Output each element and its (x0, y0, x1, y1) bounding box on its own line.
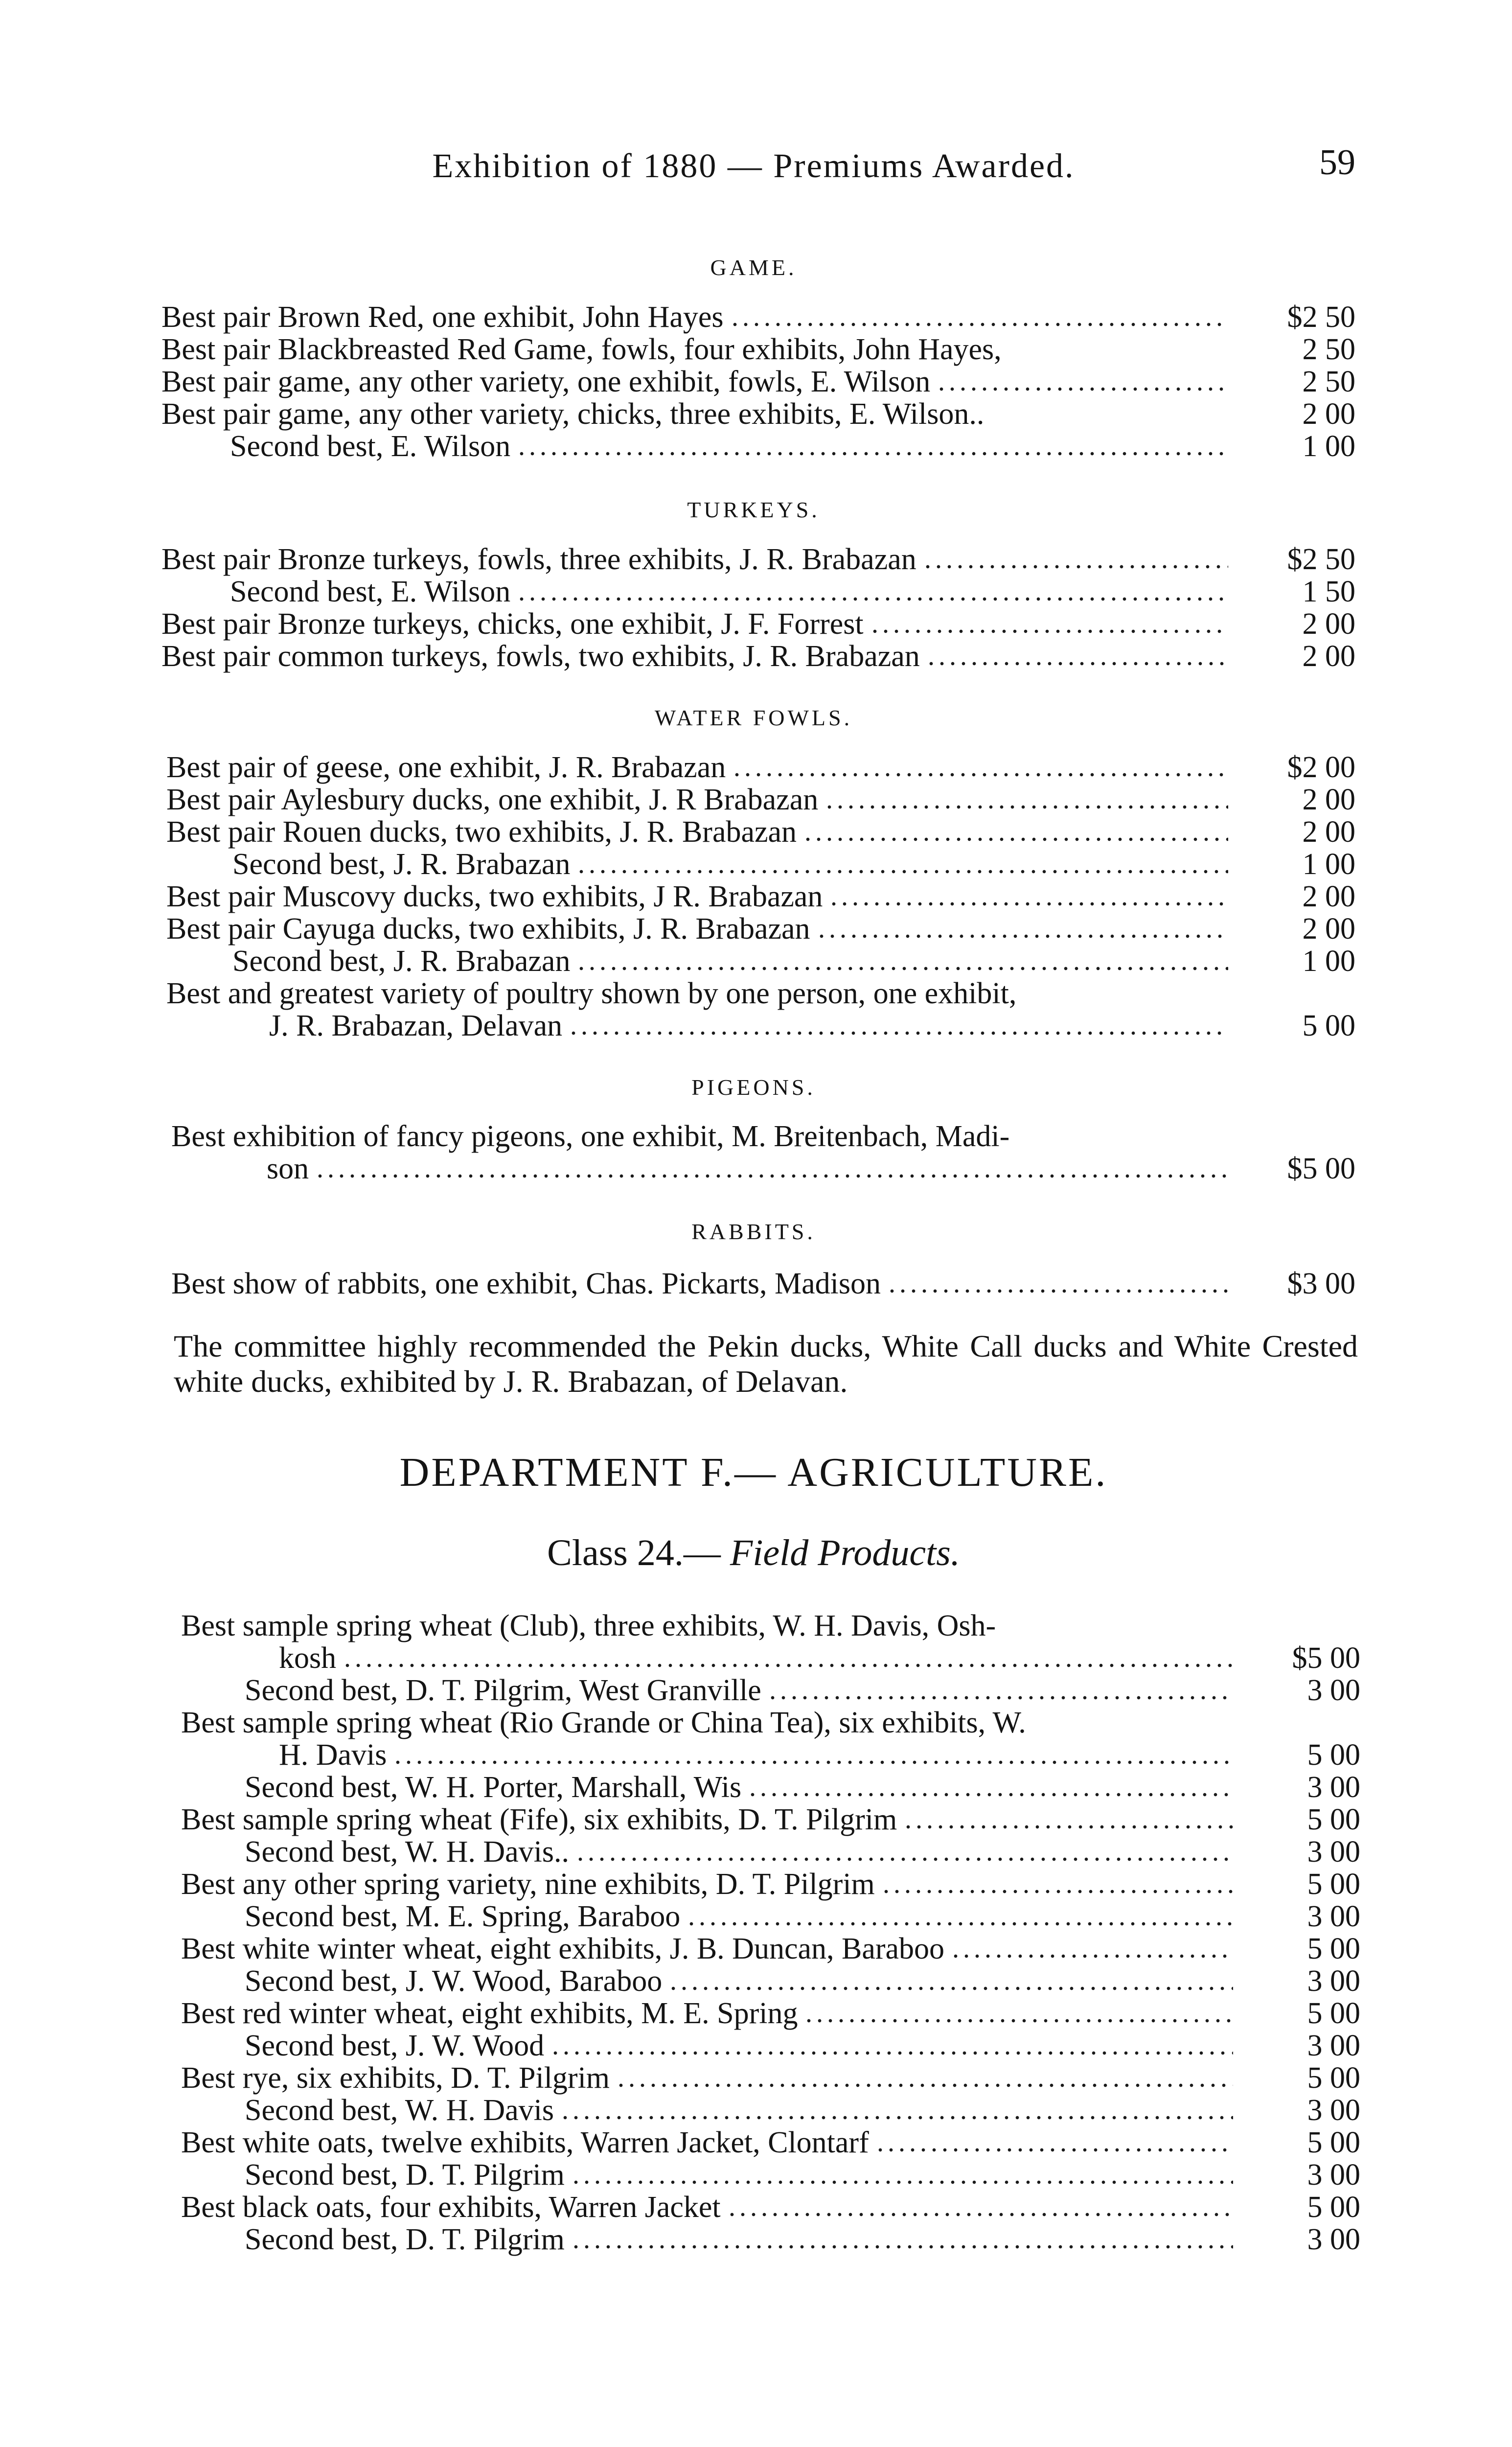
entry-amount: 3 00 (1307, 1964, 1360, 1998)
entry-label: J. R. Brabazan, Delavan (269, 1009, 563, 1042)
entry-amount: 3 00 (1307, 1900, 1360, 1933)
entry-label: Best sample spring wheat (Fife), six exhibits, D. T. Pilgrim (181, 1803, 897, 1836)
dot-leader (575, 1857, 1233, 1861)
premium-entry (181, 1997, 1360, 2030)
entry-label: Best pair Muscovy ducks, two exhibits, J R. Brabazan (166, 880, 823, 913)
premium-entry (245, 2159, 1360, 2191)
dot-leader (732, 773, 1228, 777)
entry-amount: 1 00 (1302, 848, 1355, 881)
entry-amount: 2 50 (1302, 365, 1355, 398)
dot-leader (936, 387, 1228, 391)
entry-amount: 2 50 (1302, 333, 1355, 366)
entry-label: Best rye, six exhibits, D. T. Pilgrim (181, 2061, 610, 2095)
premium-entry (245, 2223, 1360, 2256)
entry-amount: 3 00 (1307, 1674, 1360, 1707)
entry-label: Best pair Brown Red, one exhibit, John Hayes (161, 300, 724, 334)
dot-leader (926, 662, 1228, 666)
premium-entry (181, 1933, 1360, 1965)
dot-leader (550, 2051, 1233, 2055)
dot-leader (571, 2180, 1233, 2184)
entry-amount: 1 00 (1302, 430, 1355, 463)
premium-entry (161, 366, 1355, 398)
entry-label: Best pair Blackbreasted Red Game, fowls, four exhibits, John Hayes, (161, 333, 1002, 366)
dot-leader (903, 1825, 1233, 1829)
entry-label: Best pair Rouen ducks, two exhibits, J. R. Brabazan (166, 815, 797, 849)
dot-leader (802, 837, 1228, 841)
entry-first-line: Best and greatest variety of poultry shown by one person, one exhibit, (166, 977, 1017, 1010)
entry-amount: $5 00 (1287, 1152, 1355, 1185)
entry-amount: 3 00 (1307, 1771, 1360, 1804)
dot-leader (576, 967, 1228, 970)
entry-label: Best white oats, twelve exhibits, Warren Jacket, Clontarf (181, 2126, 869, 2159)
premium-entry (166, 751, 1355, 784)
entry-label: Second best, D. T. Pilgrim (245, 2223, 565, 2256)
premium-entry (181, 2062, 1360, 2094)
entry-amount: $5 00 (1292, 1641, 1360, 1675)
entry-amount: 2 00 (1302, 880, 1355, 913)
entry-label: Best pair of geese, one exhibit, J. R. Brabazan (166, 751, 726, 784)
premium-entry (230, 430, 1355, 462)
committee-note: The committee highly recommended the Pekin ducks, White Call ducks and White Crested white ducks, exhibited by J. R. Brabazan, of Delavan. (174, 1329, 1358, 1399)
entry-amount: 2 00 (1302, 397, 1355, 431)
class-title (147, 1532, 1360, 1574)
entry-amount: $3 00 (1287, 1267, 1355, 1300)
department-title: DEPARTMENT F.— AGRICULTURE. (399, 1450, 1108, 1495)
entry-amount: 3 00 (1307, 2158, 1360, 2192)
dot-leader (560, 2116, 1233, 2120)
premium-entry (245, 2030, 1360, 2062)
entry-label: Best pair game, any other variety, chicks, three exhibits, E. Wilson.. (161, 397, 985, 431)
premium-entry (245, 2094, 1360, 2126)
entry-first-line: Best sample spring wheat (Rio Grande or China Tea), six exhibits, W. (181, 1706, 1026, 1739)
premium-entry (166, 977, 1355, 1042)
entry-label: Best pair Cayuga ducks, two exhibits, J. R. Brabazan (166, 912, 810, 946)
entry-amount: 3 00 (1307, 2029, 1360, 2062)
entry-label: Best pair Bronze turkeys, chicks, one exhibit, J. F. Forrest (161, 607, 864, 641)
entry-amount: 5 00 (1307, 1997, 1360, 2030)
premium-entry (171, 1268, 1355, 1300)
dot-leader (576, 870, 1228, 874)
premium-entry (161, 333, 1355, 366)
entry-amount: 1 50 (1302, 575, 1355, 608)
entry-amount: 2 00 (1302, 607, 1355, 641)
entry-label: Second best, E. Wilson (230, 430, 511, 463)
premium-entry (245, 1900, 1360, 1933)
entry-label: Second best, M. E. Spring, Baraboo (245, 1900, 681, 1933)
entry-amount: 5 00 (1307, 2191, 1360, 2224)
entry-amount: 5 00 (1307, 2126, 1360, 2159)
entry-label: Second best, J. W. Wood, Baraboo (245, 1964, 663, 1998)
entry-label: Best red winter wheat, eight exhibits, M. E. Spring (181, 1997, 798, 2030)
dot-leader (516, 597, 1228, 601)
dot-leader (875, 2148, 1233, 2152)
entry-label: Best pair game, any other variety, one exhibit, fowls, E. Wilson (161, 365, 931, 398)
entry-label: Second best, W. H. Davis (245, 2094, 554, 2127)
entry-amount: $2 00 (1287, 751, 1355, 784)
entry-amount: 5 00 (1307, 1803, 1360, 1836)
dot-leader (315, 1174, 1228, 1178)
premium-entry (161, 398, 1355, 430)
dot-leader (668, 1986, 1233, 1990)
section-heading-turkeys: TURKEYS. (687, 497, 820, 522)
premium-entry (181, 2126, 1360, 2159)
dot-leader (392, 1760, 1233, 1764)
entry-label: Second best, J. R. Brabazan (232, 945, 571, 978)
entry-label: Second best, J. R. Brabazan (232, 848, 571, 881)
entry-label: Second best, D. T. Pilgrim, West Granville (245, 1674, 761, 1707)
class-label: Class 24.— (547, 1532, 721, 1573)
entry-first-line: Best sample spring wheat (Club), three exhibits, W. H. Davis, Osh- (181, 1609, 996, 1642)
entry-amount: $2 50 (1287, 300, 1355, 334)
entry-amount: 2 00 (1302, 815, 1355, 849)
page-number: 59 (1319, 142, 1355, 183)
section-heading-game: GAME. (710, 255, 797, 280)
entry-amount: 3 00 (1307, 2223, 1360, 2256)
premium-entry (245, 1965, 1360, 1997)
premium-entry (230, 576, 1355, 608)
dot-leader (870, 629, 1228, 633)
premium-entry (232, 848, 1355, 880)
premium-entry (181, 1706, 1360, 1772)
entry-label: Second best, J. W. Wood (245, 2029, 545, 2062)
entry-amount: 2 00 (1302, 640, 1355, 673)
premium-entry (166, 880, 1355, 913)
dot-leader (950, 1954, 1233, 1958)
entry-label: Second best, E. Wilson (230, 575, 511, 608)
dot-leader (342, 1663, 1233, 1667)
entry-amount: 3 00 (1307, 2094, 1360, 2127)
dot-leader (568, 1031, 1228, 1035)
premium-entry (166, 816, 1355, 848)
entry-label: Best any other spring variety, nine exhibits, D. T. Pilgrim (181, 1868, 875, 1901)
premium-entry (161, 301, 1355, 333)
dot-leader (881, 1890, 1233, 1893)
entry-label: kosh (279, 1641, 337, 1675)
premium-entry (161, 608, 1355, 640)
running-head: Exhibition of 1880 — Premiums Awarded. (432, 147, 1075, 185)
entry-amount: 2 00 (1302, 912, 1355, 946)
dot-leader (686, 1922, 1233, 1926)
entry-amount: $2 50 (1287, 543, 1355, 576)
entry-amount: 1 00 (1302, 945, 1355, 978)
dot-leader (824, 805, 1228, 809)
premium-entry (181, 1609, 1360, 1675)
entry-label: Best pair Aylesbury ducks, one exhibit, J. R Brabazan (166, 783, 819, 816)
dot-leader (616, 2083, 1233, 2087)
dot-leader (516, 452, 1228, 456)
entry-label: Best black oats, four exhibits, Warren Jacket (181, 2191, 721, 2224)
dot-leader (828, 902, 1228, 906)
entry-amount: 3 00 (1307, 1835, 1360, 1869)
entry-amount: 5 00 (1307, 1868, 1360, 1901)
entry-label: Second best, D. T. Pilgrim (245, 2158, 565, 2192)
premium-entry (181, 2191, 1360, 2223)
dot-leader (816, 934, 1228, 938)
entry-label: Best pair Bronze turkeys, fowls, three exhibits, J. R. Brabazan (161, 543, 916, 576)
section-heading-water-fowls: WATER FOWLS. (654, 705, 853, 730)
entry-label: Best show of rabbits, one exhibit, Chas. Pickarts, Madison (171, 1267, 881, 1300)
entry-amount: 2 00 (1302, 783, 1355, 816)
dot-leader (730, 323, 1228, 326)
entry-label: Second best, W. H. Davis.. (245, 1835, 570, 1869)
entry-amount: 5 00 (1307, 1738, 1360, 1772)
section-heading-rabbits: RABBITS. (691, 1219, 816, 1244)
entry-amount: 5 00 (1302, 1009, 1355, 1042)
premium-entry (161, 640, 1355, 672)
premium-entry (245, 1674, 1360, 1707)
premium-entry (166, 913, 1355, 945)
dot-leader (571, 2245, 1233, 2249)
entry-label: Best pair common turkeys, fowls, two exhibits, J. R. Brabazan (161, 640, 920, 673)
premium-entry (245, 1836, 1360, 1868)
entry-amount: 5 00 (1307, 1932, 1360, 1965)
dot-leader (747, 1793, 1233, 1797)
premium-entry (181, 1868, 1360, 1900)
premium-entry (245, 1771, 1360, 1803)
entry-first-line: Best exhibition of fancy pigeons, one exhibit, M. Breitenbach, Madi- (171, 1120, 1010, 1153)
dot-leader (803, 2019, 1233, 2023)
entry-label: Second best, W. H. Porter, Marshall, Wis (245, 1771, 742, 1804)
dot-leader (767, 1696, 1233, 1700)
entry-amount: 5 00 (1307, 2061, 1360, 2095)
premium-entry (232, 945, 1355, 977)
premium-entry (181, 1803, 1360, 1836)
dot-leader (887, 1289, 1228, 1293)
dot-leader (727, 2213, 1233, 2216)
premium-entry (171, 1120, 1355, 1185)
class-name: Field Products. (730, 1532, 960, 1573)
dot-leader (922, 565, 1228, 569)
section-heading-pigeons: PIGEONS. (691, 1075, 816, 1100)
entry-label: son (267, 1152, 309, 1185)
entry-label: H. Davis (279, 1738, 387, 1772)
premium-entry (161, 543, 1355, 576)
premium-entry (166, 784, 1355, 816)
entry-label: Best white winter wheat, eight exhibits, J. B. Duncan, Baraboo (181, 1932, 945, 1965)
